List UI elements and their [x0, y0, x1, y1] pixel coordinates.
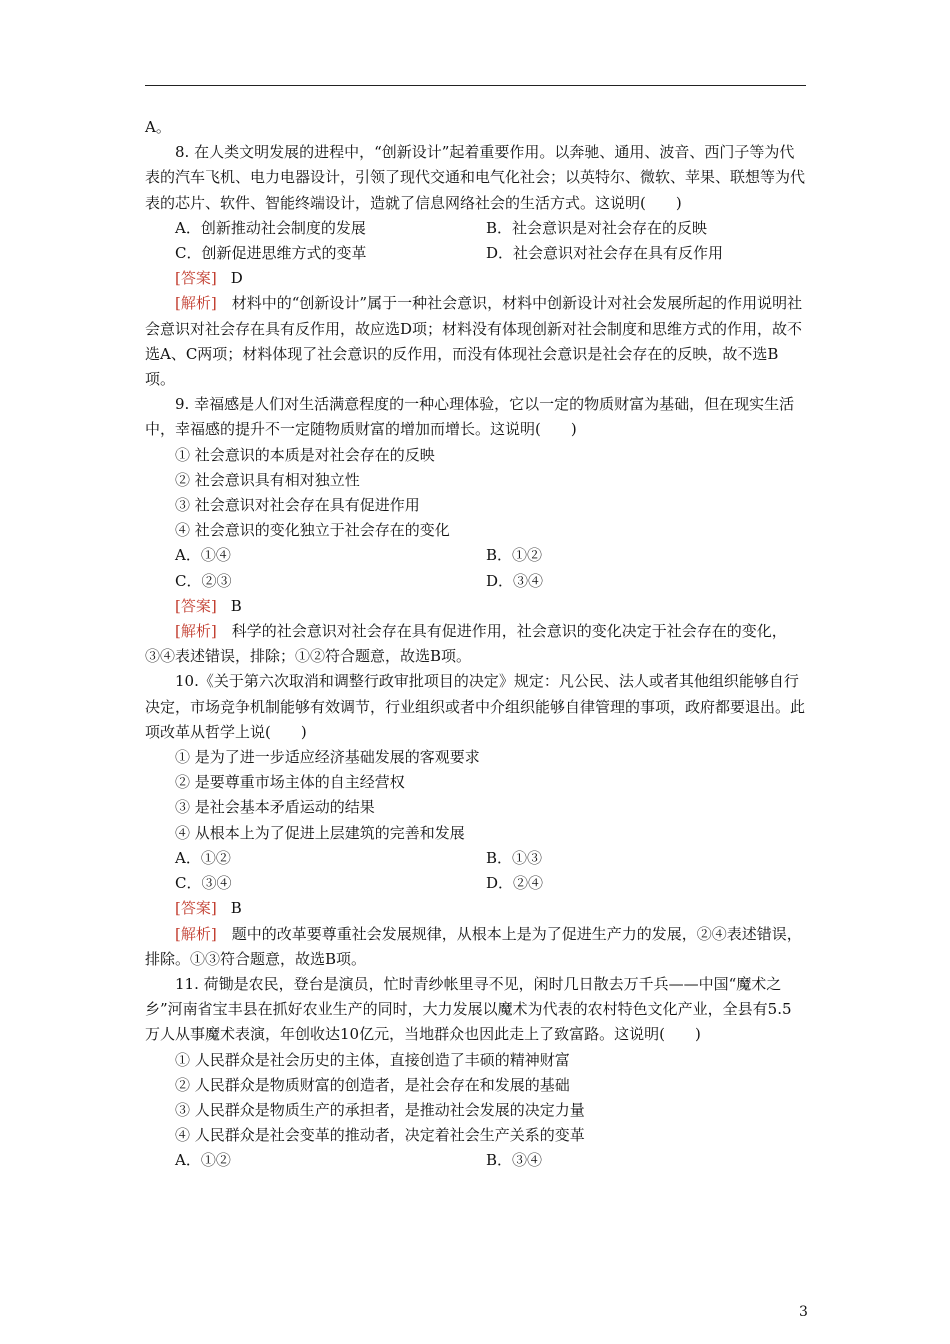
- q10-analysis: [145, 922, 806, 972]
- q9-option-c: C．②③: [175, 571, 232, 590]
- q9-analysis-text: 科学的社会意识对社会存在具有促进作用，社会意识的变化决定于社会存在的变化，③④表述错误，排除；①②符合题意，故选B项。: [145, 622, 787, 666]
- q10-answer-value: B: [230, 899, 242, 918]
- q9-options-row-2: [145, 569, 806, 594]
- q11-item-1: ① 人民群众是社会历史的主体，直接创造了丰硕的精神财富: [175, 1050, 570, 1069]
- q9-stem: 9. 幸福感是人们对生活满意程度的一种心理体验，它以一定的物质财富为基础，但在现实生活中，幸福感的提升不一定随物质财富的增加而增长。这说明( ): [145, 395, 795, 439]
- q10-answer: [145, 896, 806, 921]
- q9-item-4: ④ 社会意识的变化独立于社会存在的变化: [175, 521, 450, 540]
- q10-stem: 10.《关于第六次取消和调整行政审批项目的决定》规定：凡公民、法人或者其他组织能够自行决定，市场竞争机制能够有效调节，行业组织或者中介组织能够自律管理的事项，政府都要退出。此项改革从哲学上说( ): [145, 672, 806, 741]
- lead-text: A。: [145, 118, 171, 136]
- q8-options-row-1: [145, 216, 806, 241]
- q10-analysis-tag: [解析]: [175, 924, 217, 943]
- q10-item-1: ① 是为了进一步适应经济基础发展的客观要求: [175, 748, 480, 767]
- q8-option-d: D．社会意识对社会存在具有反作用: [486, 244, 724, 263]
- q11-stem: 11. 荷锄是农民，登台是演员，忙时青纱帐里寻不见，闲时几日散去万千兵——中国“魔术之乡”河南省宝丰县在抓好农业生产的同时，大力发展以魔术为代表的农村特色文化产业，全县有5.5万人从事魔术表演，年创收达10亿元，当地群众也因此走上了致富路。这说明( ): [145, 974, 792, 1044]
- q9-item-3: ③ 社会意识对社会存在具有促进作用: [175, 496, 420, 515]
- q10-option-c: C．③④: [175, 874, 232, 893]
- q11-item-4: ④ 人民群众是社会变革的推动者，决定着社会生产关系的变革: [175, 1126, 585, 1145]
- q10-answer-tag: [答案]: [175, 899, 217, 918]
- q9-analysis-tag: [解析]: [175, 622, 217, 641]
- q10-options-row-1: [145, 846, 806, 871]
- q11-options-row-1: [145, 1148, 806, 1173]
- q9-answer-value: B: [230, 596, 242, 615]
- q10-option-b: B．①③: [486, 848, 543, 867]
- q9-answer-tag: [答案]: [175, 596, 217, 615]
- q10-options-row-2: [145, 871, 806, 896]
- q9-option-d: D．③④: [486, 571, 544, 590]
- q8-stem: 8. 在人类文明发展的进程中，“创新设计”起着重要作用。以奔驰、通用、波音、西门子等为代表的汽车飞机、电力电器设计，引领了现代交通和电气化社会；以英特尔、微软、苹果、联想等为代表的芯片、软件、智能终端设计，造就了信息网络社会的生活方式。这说明( ): [145, 143, 806, 212]
- q11-option-a: A．①②: [175, 1151, 231, 1170]
- q10-item-2: ② 是要尊重市场主体的自主经营权: [175, 773, 405, 792]
- q9-options-row-1: [145, 543, 806, 568]
- q8-answer-tag: [答案]: [175, 269, 217, 288]
- q8-option-c: C．创新促进思维方式的变革: [175, 244, 367, 263]
- q11-item-2: ② 人民群众是物质财富的创造者，是社会存在和发展的基础: [175, 1075, 570, 1094]
- q8-option-a: A．创新推动社会制度的发展: [175, 218, 366, 237]
- q11-option-b: B．③④: [486, 1151, 543, 1170]
- q9-item-1: ① 社会意识的本质是对社会存在的反映: [175, 445, 435, 464]
- q10-item-3: ③ 是社会基本矛盾运动的结果: [175, 798, 375, 817]
- q10-item-4: ④ 从根本上为了促进上层建筑的完善和发展: [175, 823, 465, 842]
- q8-answer-value: D: [230, 269, 243, 288]
- q9-analysis: [145, 619, 806, 669]
- document-body: [145, 115, 806, 1174]
- q9-item-2: ② 社会意识具有相对独立性: [175, 470, 360, 489]
- header-rule: [145, 85, 806, 86]
- q8-analysis-tag: [解析]: [175, 294, 217, 313]
- q9-option-a: A．①④: [175, 546, 231, 565]
- q10-analysis-text: 题中的改革要尊重社会发展规律，从根本上是为了促进生产力的发展，②④表述错误，排除。①③符合题意，故选B项。: [145, 924, 802, 968]
- q10-option-a: A．①②: [175, 848, 231, 867]
- q8-analysis-text: 材料中的“创新设计”属于一种社会意识，材料中创新设计对社会发展所起的作用说明社会意识对社会存在具有反作用，故应选D项；材料没有体现创新对社会制度和思维方式的作用，故不选A、C两项；材料体现了社会意识的反作用，而没有体现社会意识是社会存在的反映，故不选B项。: [145, 294, 803, 389]
- q11-item-3: ③ 人民群众是物质生产的承担者，是推动社会发展的决定力量: [175, 1100, 585, 1119]
- q9-option-b: B．①②: [486, 546, 543, 565]
- page-number: 3: [799, 1304, 808, 1320]
- q8-answer: [145, 266, 806, 291]
- q9-answer: [145, 594, 806, 619]
- q10-option-d: D．②④: [486, 874, 544, 893]
- q8-analysis: [145, 291, 806, 392]
- q8-options-row-2: [145, 241, 806, 266]
- q8-option-b: B．社会意识是对社会存在的反映: [486, 218, 708, 237]
